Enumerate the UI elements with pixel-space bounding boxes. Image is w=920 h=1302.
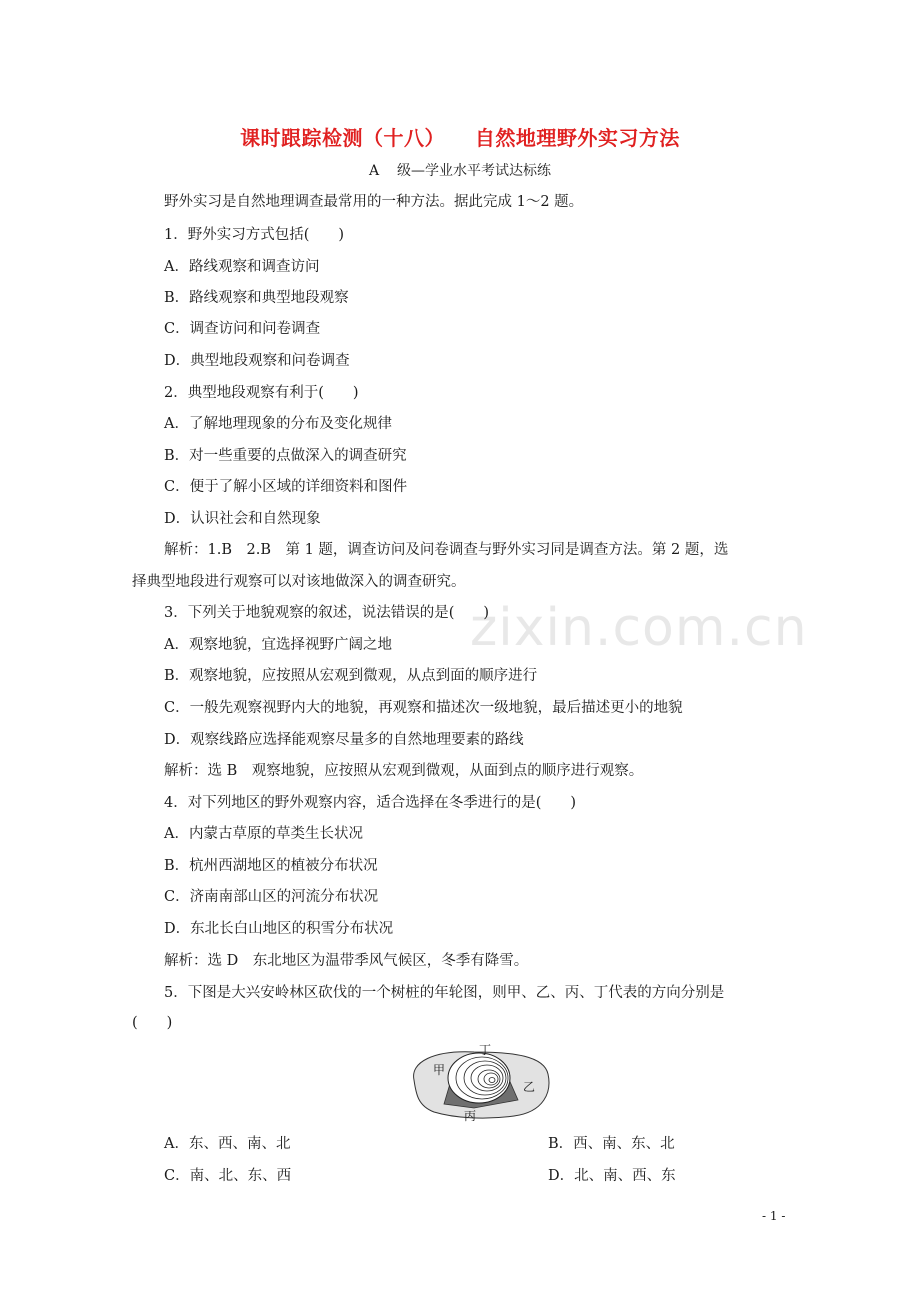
- q3-option-a: A．观察地貌，宜选择视野广阔之地: [164, 637, 392, 653]
- analysis-q1-q2-line1: 解析：1.B 2.B 第 1 题，调查访问及问卷调查与野外实习同是调查方法。第 2 题，选: [164, 542, 729, 558]
- q2-option-b: B．对一些重要的点做深入的调查研究: [164, 448, 407, 464]
- page-number: - 1 -: [762, 1209, 786, 1223]
- q5-option-d: D．北、南、西、东: [548, 1168, 676, 1184]
- q3-option-c: C．一般先观察视野内大的地貌，再观察和描述次一级地貌，最后描述更小的地貌: [164, 700, 683, 716]
- q5-option-c: C．南、北、东、西: [164, 1168, 292, 1184]
- q5-stem-line2: ( ): [132, 1015, 173, 1031]
- q5-option-b: B．西、南、东、北: [548, 1136, 675, 1152]
- tree-ring-figure: [404, 1040, 554, 1122]
- q4-option-b: B．杭州西湖地区的植被分布状况: [164, 858, 378, 874]
- q3-stem: 3．下列关于地貌观察的叙述，说法错误的是( ): [164, 605, 490, 621]
- watermark: zixin.com.cn: [470, 598, 808, 658]
- analysis-q1-q2-line2: 择典型地段进行观察可以对该地做深入的调查研究。: [132, 574, 466, 590]
- q1-option-b: B．路线观察和典型地段观察: [164, 290, 349, 306]
- q1-option-d: D．典型地段观察和问卷调查: [164, 353, 350, 369]
- figure-label-bing: 丙: [464, 1109, 477, 1122]
- q3-option-d: D．观察线路应选择能观察尽量多的自然地理要素的路线: [164, 732, 524, 748]
- q2-option-d: D．认识社会和自然现象: [164, 511, 321, 527]
- q1-stem: 1．野外实习方式包括( ): [164, 227, 345, 243]
- figure-label-jia: 甲: [433, 1063, 446, 1077]
- q5-stem-line1: 5．下图是大兴安岭林区砍伐的一个树桩的年轮图，则甲、乙、丙、丁代表的方向分别是: [164, 985, 725, 1001]
- q5-option-a: A．东、西、南、北: [164, 1136, 291, 1152]
- q4-option-a: A．内蒙古草原的草类生长状况: [164, 826, 363, 842]
- intro-text: 野外实习是自然地理调查最常用的一种方法。据此完成 1～2 题。: [164, 194, 584, 210]
- figure-label-yi: 乙: [523, 1080, 536, 1094]
- q4-stem: 4．对下列地区的野外观察内容，适合选择在冬季进行的是( ): [164, 795, 577, 811]
- q3-option-b: B．观察地貌，应按照从宏观到微观，从点到面的顺序进行: [164, 668, 538, 684]
- q3-analysis: 解析：选 B 观察地貌，应按照从宏观到微观，从面到点的顺序进行观察。: [164, 763, 644, 779]
- q4-option-c: C．济南南部山区的河流分布状况: [164, 889, 379, 905]
- q2-option-a: A．了解地理现象的分布及变化规律: [164, 416, 392, 432]
- page-title: 课时跟踪检测（十八） 自然地理野外实习方法: [240, 126, 680, 150]
- q1-option-a: A．路线观察和调查访问: [164, 259, 320, 275]
- q2-option-c: C．便于了解小区域的详细资料和图件: [164, 479, 408, 495]
- section-subtitle: A 级—学业水平考试达标练: [369, 163, 551, 179]
- q4-option-d: D．东北长白山地区的积雪分布状况: [164, 921, 394, 937]
- q1-option-c: C．调查访问和问卷调查: [164, 321, 321, 337]
- figure-label-ding: 丁: [479, 1043, 492, 1057]
- q2-stem: 2．典型地段观察有利于( ): [164, 385, 359, 401]
- q4-analysis: 解析：选 D 东北地区为温带季风气候区，冬季有降雪。: [164, 953, 529, 969]
